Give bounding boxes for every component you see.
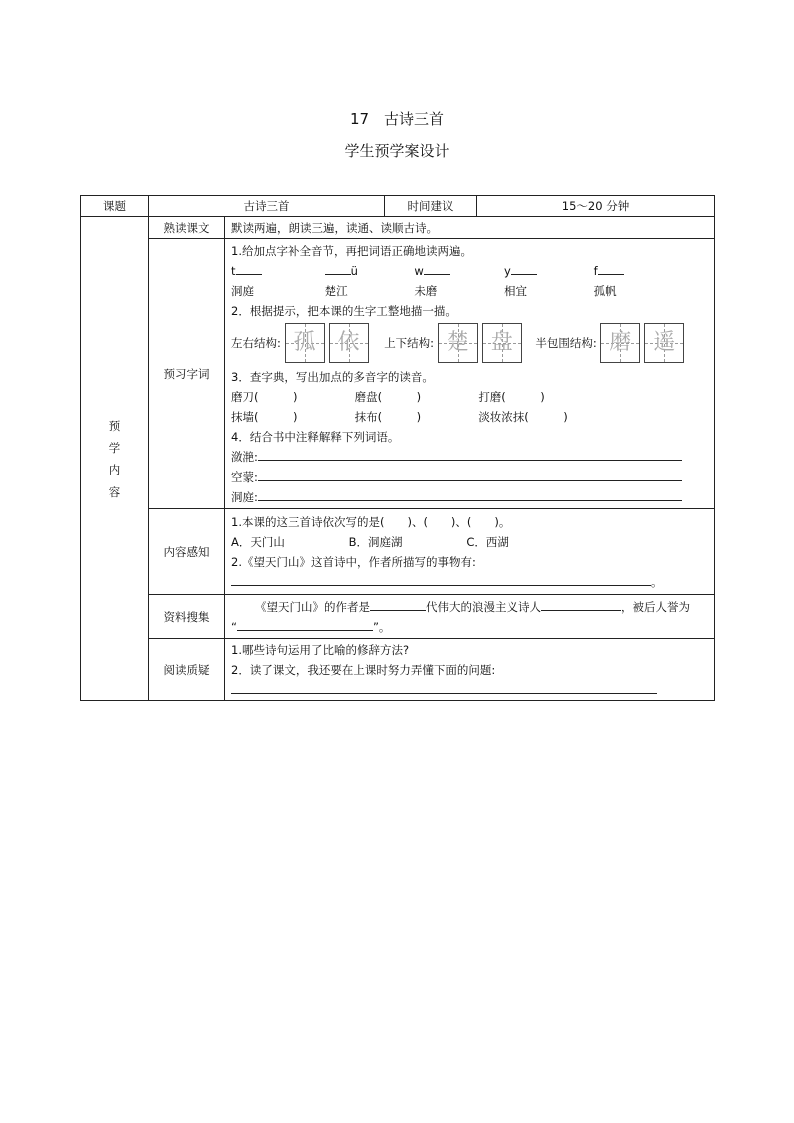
poly-item[interactable]: 淡妆浓抹( ) xyxy=(478,409,568,424)
pinyin-blank[interactable] xyxy=(424,262,450,275)
poet-blank[interactable] xyxy=(541,598,621,611)
content-answer-row: 。 xyxy=(231,572,708,592)
question-q2: 2．读了课文，我还要在上课时努力弄懂下面的问题: xyxy=(231,662,496,677)
pinyin-blank[interactable] xyxy=(598,262,624,275)
poly-item[interactable]: 抹布( ) xyxy=(354,409,422,424)
side-char: 预 xyxy=(108,418,121,433)
content-q1: 1.本课的这三首诗依次写的是( )、( )、( )。 xyxy=(231,514,511,529)
answer-line[interactable] xyxy=(231,573,651,586)
material-line1: 《望天门山》的作者是 代伟大的浪漫主义诗人 ，被后人誉为 xyxy=(255,599,690,614)
poly-row xyxy=(231,407,708,427)
pinyin-row xyxy=(231,261,708,281)
pinyin-blank[interactable] xyxy=(236,262,262,275)
topic-value: 古诗三首 xyxy=(149,196,385,217)
trace-box[interactable]: 孤 xyxy=(285,323,325,363)
terms-row xyxy=(231,281,708,301)
words-q4: 4．结合书中注释解释下列词语。 xyxy=(231,429,400,444)
topic-label: 课题 xyxy=(81,196,149,217)
structure-half-label: 半包围结构: xyxy=(535,335,597,350)
trace-box[interactable]: 楚 xyxy=(438,323,478,363)
pinyin-blank[interactable] xyxy=(325,262,351,275)
material-line2: “ ”。 xyxy=(231,619,391,634)
section-side-label xyxy=(81,217,149,701)
time-label: 时间建议 xyxy=(385,196,477,217)
poly-item[interactable]: 抹墙( ) xyxy=(231,409,298,424)
side-char: 容 xyxy=(108,484,121,499)
options-row xyxy=(231,532,708,552)
explain-line[interactable] xyxy=(258,488,682,501)
explain-term: 洞庭: xyxy=(231,489,258,504)
option: B．洞庭湖 xyxy=(348,534,403,549)
trace-box[interactable]: 遥 xyxy=(644,323,684,363)
term: 洞庭 xyxy=(231,283,254,298)
content-q2: 2.《望天门山》这首诗中，作者所描写的事物有: xyxy=(231,554,476,569)
explain-line[interactable] xyxy=(258,468,682,481)
explain-row xyxy=(231,447,708,467)
term: 楚江 xyxy=(324,283,348,298)
term: 相宜 xyxy=(503,283,527,298)
words-label: 预习字词 xyxy=(149,239,225,509)
poly-item[interactable]: 磨盘( ) xyxy=(354,389,422,404)
dynasty-blank[interactable] xyxy=(370,598,426,611)
term: 孤帆 xyxy=(593,283,617,298)
words-q1: 1.给加点字补全音节，再把词语正确地读两遍。 xyxy=(231,243,472,258)
words-q2: 2．根据提示，把本课的生字工整地描一描。 xyxy=(231,303,457,318)
trace-row xyxy=(231,323,708,367)
question-label: 阅读质疑 xyxy=(149,639,225,701)
term: 未磨 xyxy=(414,283,438,298)
poly-item[interactable]: 打磨( ) xyxy=(478,389,545,404)
material-cell xyxy=(225,595,715,639)
option: A．天门山 xyxy=(231,534,285,549)
worksheet-table xyxy=(80,195,715,701)
explain-term: 潋滟: xyxy=(231,449,258,464)
poly-row xyxy=(231,387,708,407)
pinyin-item: ü xyxy=(325,261,411,281)
poly-item[interactable]: 磨刀( ) xyxy=(231,389,298,404)
question-answer-row xyxy=(231,680,708,700)
pinyin-item: y xyxy=(504,261,590,281)
reading-label: 熟读课文 xyxy=(149,217,225,239)
question-q1: 1.哪些诗句运用了比喻的修辞方法? xyxy=(231,642,410,657)
question-cell xyxy=(225,639,715,701)
pinyin-blank[interactable] xyxy=(511,262,537,275)
trace-box[interactable]: 盘 xyxy=(482,323,522,363)
pinyin-item: f xyxy=(594,261,624,281)
pinyin-item: w xyxy=(414,261,500,281)
pinyin-item: t xyxy=(231,261,321,281)
explain-line[interactable] xyxy=(258,448,682,461)
structure-tb-label: 上下结构: xyxy=(384,335,435,350)
page-title: 17 古诗三首 xyxy=(349,110,445,128)
reading-text: 默读两遍，朗读三遍，读通、读顺古诗。 xyxy=(225,217,715,239)
explain-row xyxy=(231,487,708,507)
trace-box[interactable]: 磨 xyxy=(600,323,640,363)
time-value: 15～20 分钟 xyxy=(477,196,715,217)
side-char: 内 xyxy=(108,462,121,477)
explain-term: 空蒙: xyxy=(231,469,258,484)
page-subtitle: 学生预学案设计 xyxy=(344,142,450,160)
trace-box[interactable]: 依 xyxy=(329,323,369,363)
side-char: 学 xyxy=(108,440,121,455)
answer-line[interactable] xyxy=(231,681,657,694)
structure-lr-label: 左右结构: xyxy=(231,335,281,350)
words-q3: 3．查字典，写出加点的多音字的读音。 xyxy=(231,369,434,384)
content-label: 内容感知 xyxy=(149,509,225,595)
explain-row xyxy=(231,467,708,487)
title-blank[interactable] xyxy=(237,618,373,631)
content-cell xyxy=(225,509,715,595)
words-cell xyxy=(225,239,715,509)
material-label: 资料搜集 xyxy=(149,595,225,639)
option: C．西湖 xyxy=(466,534,509,549)
